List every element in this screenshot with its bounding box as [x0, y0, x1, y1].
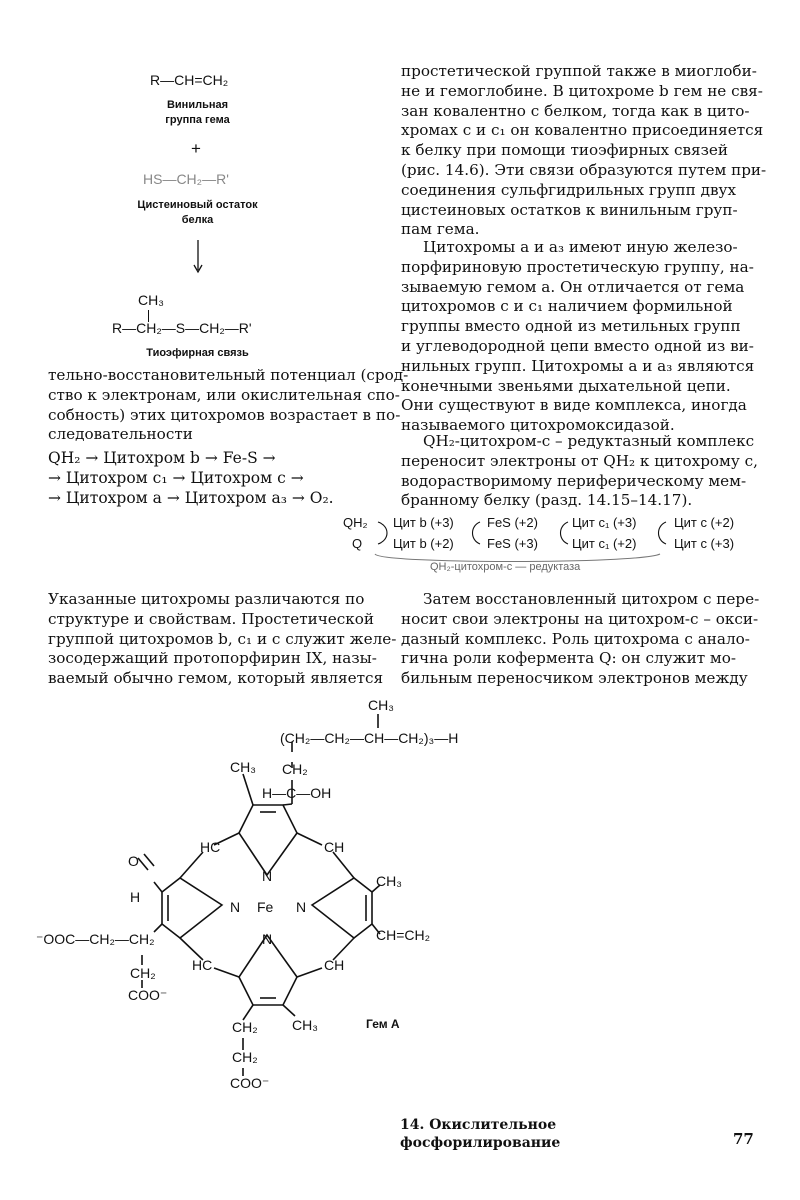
right-second-paragraph [401, 238, 755, 436]
bottom-coo: COO⁻ [230, 1075, 270, 1091]
formyl-oxygen: O [128, 853, 139, 869]
text-line: зан ковалентно с белком, тогда как в цито- [401, 101, 750, 120]
left-mid-paragraph [48, 366, 409, 445]
text-line: к белку при помощи тиоэфирных связей [401, 141, 728, 160]
reaction-arrow [190, 238, 210, 278]
formyl-hydrogen: H [130, 889, 141, 905]
heme-a-bonds [138, 714, 380, 1076]
cyt-c-red: Цит c (+2) [674, 515, 735, 530]
right-top-paragraph [401, 62, 767, 240]
cyt-c1-red: Цит c₁ (+2) [572, 536, 637, 551]
text-line: переносит электроны от QH₂ к цитохрому c, [401, 451, 758, 470]
text-line: называемого цитохромоксидазой. [401, 416, 675, 435]
vinyl-caption-2: группа гема [165, 114, 230, 126]
methine-ch-top: CH [324, 839, 345, 855]
text-line: и углеводородной цепи вместо одной из ви- [401, 336, 754, 355]
thioether-formula: R—CH₂—S—CH₂—R' [112, 320, 252, 336]
cyt-c-ox: Цит c (+3) [674, 536, 735, 551]
nitrogen-left: N [230, 899, 241, 915]
sequence-line: QH₂ → Цитохром b → Fe-S → [48, 449, 276, 467]
left-coo: COO⁻ [128, 987, 168, 1003]
text-line: соединения сульфгидрильных групп двух [401, 180, 737, 199]
text-line: не и гемоглобине. В цитохроме b гем не свя- [401, 81, 763, 100]
text-line: порфириновую простетическую группу, на- [401, 257, 754, 276]
text-line: зосодержащий протопорфирин IX, назы- [48, 649, 377, 668]
plus-sign: + [191, 139, 201, 158]
text-line: носит свои электроны на цитохром-c – окси- [401, 609, 759, 628]
text-line: группой цитохромов b, c₁ и c служит желе- [48, 629, 397, 648]
text-line: группы вместо одной из метильных групп [401, 317, 741, 336]
chain-ch2: CH₂ [282, 761, 308, 777]
text-line: водорастворимому периферическому мем- [401, 471, 747, 490]
bottom-ch2-2: CH₂ [232, 1049, 258, 1065]
text-line: ваемый обычно гемом, который является [48, 669, 384, 688]
text-line: конечными звеньями дыхательной цепи. [401, 376, 731, 395]
left-propionate-chain: ⁻OOC—CH₂—CH₂ [36, 931, 155, 947]
text-line: (рис. 14.6). Эти связи образуются путем при- [401, 160, 767, 179]
right-third-paragraph [401, 432, 758, 511]
right-bottom-paragraph [401, 590, 760, 689]
text-line: цистеиновых остатков к винильным груп- [401, 200, 738, 219]
nitrogen-top: N [262, 868, 273, 884]
text-line: Затем восстановленный цитохром c пере- [423, 590, 760, 608]
text-line: тельно-восстановительный потенциал (срод- [48, 366, 409, 384]
text-line: бранному белку (разд. 14.15–14.17). [401, 491, 693, 510]
text-line: собность) этих цитохромов возрастает в по- [48, 405, 401, 424]
heme-a-structure [30, 690, 500, 1100]
text-line: гична роли кофермента Q: он служит мо- [401, 649, 737, 668]
heme-a-label: Гем А [366, 1017, 400, 1031]
text-line: зываемую гемом a. Он отличается от гема [401, 277, 745, 296]
redox-scheme [340, 508, 760, 576]
vinyl-caption-1: Винильная [166, 99, 229, 111]
chapter-title-line2: фосфорилирование [400, 1135, 561, 1151]
sequence-line: → Цитохром a → Цитохром a₃ → O₂. [48, 489, 334, 507]
sequence-line: → Цитохром c₁ → Цитохром c → [48, 469, 304, 487]
text-line: QH₂-цитохром-c – редуктазный комплекс [423, 432, 755, 450]
vinyl-group: CH=CH₂ [376, 927, 431, 943]
cyt-b-ox: Цит b (+3) [393, 515, 454, 530]
isoprenoid-chain: (CH₂—CH₂—CH—CH₂)₃—H [280, 730, 459, 746]
chapter-title-line1: 14. Окислительное [400, 1117, 557, 1133]
vinyl-formula: R—CH=CH₂ [150, 72, 229, 88]
methine-hc-top: HC [200, 839, 221, 855]
ch3-top-left: CH₃ [230, 759, 256, 775]
text-line: хромах c и c₁ он ковалентно присоединяется [401, 121, 764, 140]
text-line: Они существуют в виде комплекса, иногда [401, 396, 747, 415]
text-line: пам гема. [401, 220, 480, 239]
redox-caption: QH₂-цитохром-c — редуктаза [430, 561, 581, 573]
text-line: нильных групп. Цитохромы a и a₃ являются [401, 356, 755, 375]
cyt-c1-ox: Цит c₁ (+3) [572, 515, 637, 530]
text-line: простетической группой также в миоглоби- [401, 62, 757, 80]
iron-atom: Fe [257, 899, 274, 915]
cysteine-caption-1: Цистеиновый остаток [137, 199, 258, 211]
left-ch2: CH₂ [130, 965, 156, 981]
nitrogen-bottom: N [262, 931, 273, 947]
page-number: 77 [733, 1130, 754, 1148]
methine-hc-bottom: HC [192, 957, 213, 973]
q-label: Q [352, 536, 363, 551]
ch3-right: CH₃ [376, 873, 402, 889]
chain-ch3: CH₃ [368, 697, 394, 713]
fes-red: FeS (+2) [487, 515, 538, 530]
text-line: дазный комплекс. Роль цитохрома c анало- [401, 629, 750, 648]
bottom-ch2-1: CH₂ [232, 1019, 258, 1035]
text-line: бильным переносчиком электронов между [401, 669, 748, 688]
text-line: Цитохромы a и a₃ имеют иную железо- [423, 238, 738, 256]
left-bottom-paragraph [48, 590, 397, 689]
fes-ox: FeS (+3) [487, 536, 538, 551]
cyt-b-red: Цит b (+2) [393, 536, 454, 551]
text-line: следовательности [48, 425, 193, 444]
hydroxyl-group: H—C—OH [262, 785, 332, 801]
thioether-ch3: CH₃ [138, 292, 164, 308]
text-line: цитохромов c и c₁ наличием формильной [401, 297, 733, 316]
qh2-label: QH₂ [343, 515, 368, 530]
text-line: структуре и свойствам. Простетической [48, 609, 375, 628]
text-line: Указанные цитохромы различаются по [48, 590, 365, 608]
methine-ch-bottom: CH [324, 957, 345, 973]
text-line: ство к электронам, или окислительная спо- [48, 385, 400, 404]
cysteine-formula: HS—CH₂—R' [143, 171, 229, 187]
thioether-caption: Тиоэфирная связь [146, 347, 249, 359]
nitrogen-right: N [296, 899, 307, 915]
ch3-bottom: CH₃ [292, 1017, 318, 1033]
cysteine-caption-2: белка [181, 214, 214, 226]
